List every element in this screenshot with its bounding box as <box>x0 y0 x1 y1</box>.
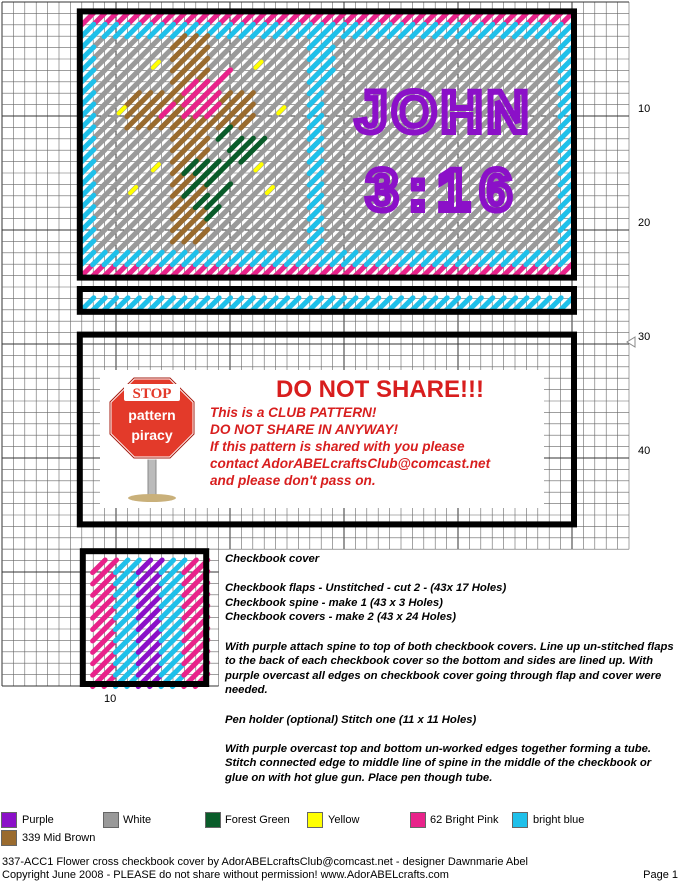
instructions-spine: Checkbook spine - make 1 (43 x 3 Holes) <box>225 596 443 609</box>
cover-text-john: JOHN <box>355 80 533 145</box>
legend-swatch-white <box>103 812 119 828</box>
legend-label: bright blue <box>533 814 585 826</box>
stop-sign-icon <box>108 374 196 504</box>
instructions-title: Checkbook cover <box>225 553 320 565</box>
stitch-yellow-ray <box>119 107 125 113</box>
legend-label: Yellow <box>328 814 360 826</box>
cover-text-316: 3:16 <box>365 158 523 223</box>
stop-sign-line3: piracy <box>131 427 173 443</box>
warning-message <box>210 404 544 489</box>
instructions-para1: With purple attach spine to top of both checkbook covers. Line up un-stitched flaps to the back of each checkbook cover so the bottom and sides are lined up. With purple overcast all edges on checkbook cover going through flap and cover were needed. <box>225 640 674 697</box>
instructions-pen: Pen holder (optional) Stitch one (11 x 11 Holes) <box>225 713 477 726</box>
legend-swatch-blue <box>512 812 528 828</box>
col-label-10: 10 <box>104 693 117 705</box>
legend-swatch-yellow <box>307 812 323 828</box>
legend-swatch-purple <box>1 812 17 828</box>
instructions-para2: With purple overcast top and bottom un-worked edges together forming a tube. Stitch connected edge to middle line of spine in the middle of the checkbook or glue on with hot glue gun. Place pen though tube. <box>225 742 652 784</box>
stitch-yellow-ray <box>153 62 159 68</box>
row-label-20: 20 <box>638 217 651 229</box>
row-label-30: 30 <box>638 331 651 343</box>
legend-label: Purple <box>22 814 54 826</box>
warning-banner <box>100 370 544 508</box>
warning-line: DO NOT SHARE IN ANYWAY! <box>210 422 399 437</box>
legend-swatch-pink <box>410 812 426 828</box>
stitch-yellow-ray <box>278 107 284 113</box>
row-marker-icon <box>626 336 636 348</box>
legend-label: White <box>123 814 152 826</box>
footer-line1: 337-ACC1 Flower cross checkbook cover by AdorABELcraftsClub@comcast.net - designer Dawnmarie Abel <box>2 856 528 868</box>
stitch-yellow-ray <box>256 164 262 170</box>
stitch-yellow-ray <box>267 187 273 193</box>
stitch-yellow-ray <box>256 62 262 68</box>
warning-line: contact AdorABELcraftsClub@comcast.net <box>210 456 491 471</box>
page-number: Page 1 <box>643 869 678 881</box>
legend-label: 62 Bright Pink <box>430 814 499 826</box>
legend-label: Forest Green <box>225 814 290 826</box>
stop-sign-line1: STOP <box>132 386 172 402</box>
row-label-40: 40 <box>638 445 651 457</box>
legend-swatch-brown <box>1 830 17 846</box>
checkbook-spine-piece <box>80 289 574 312</box>
stop-sign-line2: pattern <box>128 407 176 423</box>
row-label-10: 10 <box>638 103 651 115</box>
footer <box>2 856 528 881</box>
legend-swatch-green <box>205 812 221 828</box>
warning-title: DO NOT SHARE!!! <box>276 376 484 403</box>
warning-line: This is a CLUB PATTERN! <box>210 405 377 420</box>
footer-line2: Copyright June 2008 - PLEASE do not share without permission! www.AdorABELcrafts.com <box>2 868 449 881</box>
legend-label: 339 Mid Brown <box>22 832 96 844</box>
instructions-flaps: Checkbook flaps - Unstitched - cut 2 - (43x 17 Holes) <box>225 582 507 595</box>
warning-line: and please don't pass on. <box>210 473 376 488</box>
color-legend <box>0 812 680 848</box>
stitch-yellow-ray <box>130 187 136 193</box>
instructions-covers: Checkbook covers - make 2 (43 x 24 Holes) <box>225 611 457 624</box>
warning-line: If this pattern is shared with you please <box>210 439 465 454</box>
stitch-yellow-ray <box>153 164 159 170</box>
instructions <box>225 552 677 786</box>
